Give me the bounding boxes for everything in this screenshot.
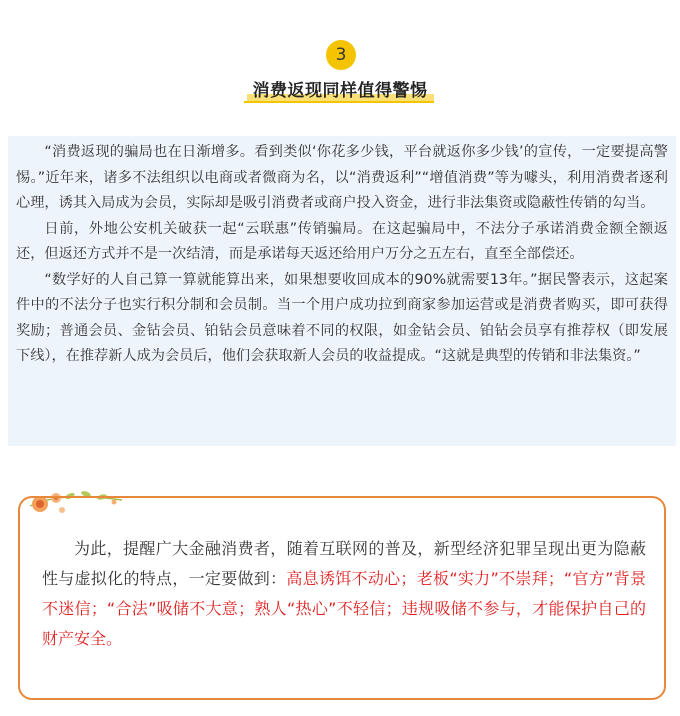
article-paragraph-1: “消费返现的骗局也在日渐增多。看到类似‘你花多少钱，平台就返你多少钱’的宣传，一定要提高警惕。”近年来，诸多不法组织以电商或者微商为名，以“消费返利”“增值消费”等为噱头，利用消费者逐利心理，诱其入局成为会员，实际却是吸引消费者或商户投入资金，进行非法集资或隐蔽性传销的勾当。: [16, 144, 668, 211]
notice-intro: 为此，提醒广大金融消费者，随着互联网的普及，新型经济犯罪呈现出更为隐蔽性与虚拟化的特点，一定要做到：: [42, 539, 646, 588]
section-title-wrap: [0, 74, 680, 103]
article-box: [8, 136, 676, 446]
notice-box: [18, 496, 666, 700]
section-number-badge: [326, 40, 356, 70]
title-underline: [244, 101, 434, 103]
notice-text: [42, 534, 646, 654]
section-title: 消费返现同样值得警惕: [247, 74, 434, 103]
notice-highlight: 高息诱饵不动心；老板“实力”不崇拜；“官方”背景不迷信；“合法”吸储不大意；熟人“热心”不轻信；违规吸储不参与，才能保护自己的财产安全。: [42, 569, 646, 648]
article-paragraph-2: 日前，外地公安机关破获一起“云联惠”传销骗局。在这起骗局中，不法分子承诺消费金额全额返还，但返还方式并不是一次结清，而是承诺每天返还给用户万分之五左右，直至全部偿还。: [16, 220, 668, 262]
article-paragraph-3: “数学好的人自己算一算就能算出来，如果想要收回成本的90%就需要13年。”据民警表示，这起案件中的不法分子也实行积分制和会员制。当一个用户成功拉到商家参加运营或是消费者购买，即可获得奖励；普通会员、金钻会员、铂钻会员意味着不同的权限，如金钻会员、铂钻会员享有推荐权（即发展下线），在推荐新人成为会员后，他们会获取新人会员的收益提成。“这就是典型的传销和非法集资。”: [16, 271, 668, 364]
section-number: 3: [335, 45, 347, 65]
